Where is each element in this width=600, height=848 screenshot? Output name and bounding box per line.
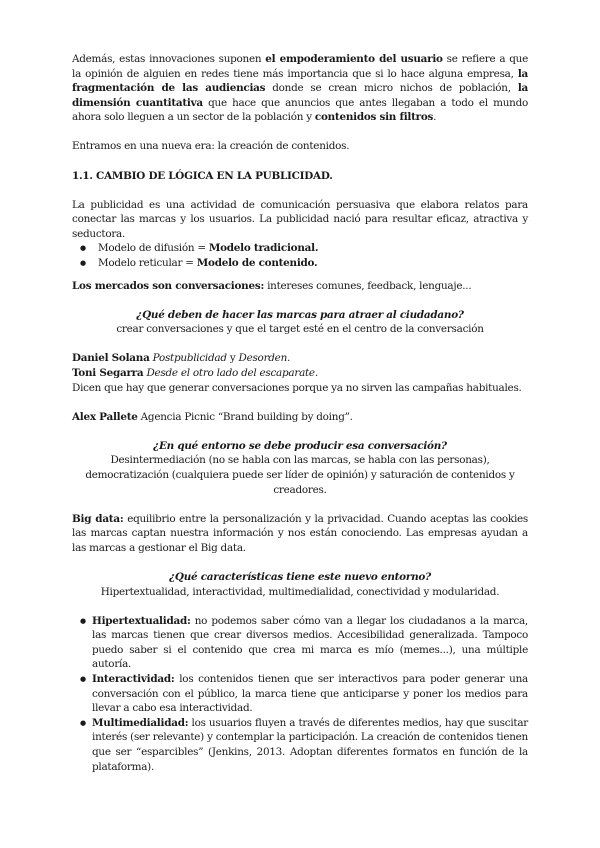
bold-run: contenidos sin filtros xyxy=(314,111,434,124)
feature-text: no podemos saber cómo van a llegar los ciudadanos a la marca, las marcas tienen que crear diversos medios. Accesibilidad generalizada. Tampoco puedo saber si el contenido que crea mi marca es mío (memes...), una múltiple autoría. xyxy=(92,614,528,671)
question-text: ¿Qué características tiene este nuevo entorno? xyxy=(169,570,431,583)
paragraph-markets xyxy=(72,279,528,294)
bold-run: la dimensión cuantitativa xyxy=(72,82,528,109)
reference-note: Dicen que hay que generar conversaciones porque ya no sirven las campañas habituales. xyxy=(72,381,522,394)
feature-term: Hipertextualidad: xyxy=(92,614,191,627)
reference-segarra xyxy=(72,366,528,381)
section-heading xyxy=(72,169,528,184)
document-page xyxy=(72,52,528,774)
text-run: y xyxy=(226,352,239,365)
text-run: . xyxy=(433,111,437,124)
list-item xyxy=(72,716,528,774)
answer-brands: crear conversaciones y que el target esté en el centro de la conversación xyxy=(116,323,484,336)
models-list xyxy=(72,241,528,270)
work-title: Desorden xyxy=(238,352,288,365)
section-heading-text: 1.1. CAMBIO DE LÓGICA EN LA PUBLICIDAD. xyxy=(72,169,333,182)
question-characteristics xyxy=(72,570,528,585)
feature-text: los usuarios fluyen a través de diferentes medios, hay que suscitar interés (ser relevante) y contemplar la participación. La creación de contenidos tienen que ser “esparcibles” (Jenkins, 2013. Adoptan diferentes formatos en función de la plataforma). xyxy=(92,716,528,773)
text-run: que hace que anuncios que antes llegaban a todo el mundo ahora solo lleguen a un sector de la población y xyxy=(72,96,528,124)
bold-run: Los mercados son conversaciones: xyxy=(72,279,265,292)
list-item xyxy=(72,256,528,271)
question-brands xyxy=(72,308,528,323)
text-run: Además, estas innovaciones suponen xyxy=(72,53,266,65)
bold-run: la fragmentación de las audiencias xyxy=(72,67,528,95)
bold-run: Big data: xyxy=(72,512,124,525)
author-name: Toni Segarra xyxy=(72,367,144,379)
text-run: intereses comunes, feedback, lenguaje... xyxy=(264,279,472,292)
feature-text: los contenidos tienen que ser interactivos para poder generar una conversación con el público, la marca tiene que anticiparse y poner los medios para llevar a cabo esa interactividad. xyxy=(92,673,528,715)
question-environment xyxy=(72,439,528,454)
features-list xyxy=(72,614,528,775)
feature-term: Multimedialidad: xyxy=(92,716,189,729)
paragraph-new-era: Entramos en una nueva era: la creación de contenidos. xyxy=(72,140,350,153)
author-name: Daniel Solana xyxy=(72,352,150,365)
paragraph-advertising-definition: La publicidad es una actividad de comunicación persuasiva que elabora relatos para conectar las marcas y los usuarios. La publicidad nació para resultar eficaz, atractiva y seductora. xyxy=(72,198,528,240)
model-label: Modelo reticular = xyxy=(98,257,197,270)
reference-pallete xyxy=(72,410,528,425)
question-text: ¿En qué entorno se debe producir esa conversación? xyxy=(153,439,447,452)
work-title: Postpublicidad xyxy=(152,352,227,365)
model-value: Modelo de contenido. xyxy=(196,257,318,270)
reference-solana xyxy=(72,351,528,366)
paragraph-big-data xyxy=(72,512,528,556)
list-item xyxy=(72,241,528,256)
text-run: . xyxy=(314,367,318,379)
question-text: ¿Qué deben de hacer las marcas para atraer al ciudadano? xyxy=(136,308,464,321)
work-title: Desde el otro lado del escaparate xyxy=(146,367,315,379)
author-name: Alex Pallete xyxy=(72,410,138,423)
feature-term: Interactividad: xyxy=(92,673,175,685)
model-value: Modelo tradicional. xyxy=(208,242,319,255)
text-run: equilibrio entre la personalización y la privacidad. Cuando aceptas las cookies las marcas captan nuestra información y nos están conociendo. Las empresas ayudan a las marcas a gestionar el Big data. xyxy=(72,512,528,554)
answer-characteristics: Hipertextualidad, interactividad, multimedialidad, conectividad y modularidad. xyxy=(100,585,500,598)
text-run: se refiere a que la opinión de alguien en redes tiene más importancia que si lo hace alguna empresa, xyxy=(72,53,529,80)
list-item xyxy=(72,672,528,716)
text-run: . xyxy=(287,352,291,365)
text-run: Agencia Picnic “Brand building by doing”. xyxy=(137,410,353,423)
paragraph-empowerment xyxy=(72,52,528,125)
model-label: Modelo de difusión = xyxy=(98,242,209,255)
text-run: donde se crean micro nichos de población, xyxy=(265,82,518,95)
bold-run: el empoderamiento del usuario xyxy=(265,53,443,65)
answer-environment: Desintermediación (no se habla con las marcas, se habla con las personas), democratización (cualquiera puede ser líder de opinión) y saturación de contenidos y creadores. xyxy=(85,454,515,496)
list-item xyxy=(72,614,528,672)
